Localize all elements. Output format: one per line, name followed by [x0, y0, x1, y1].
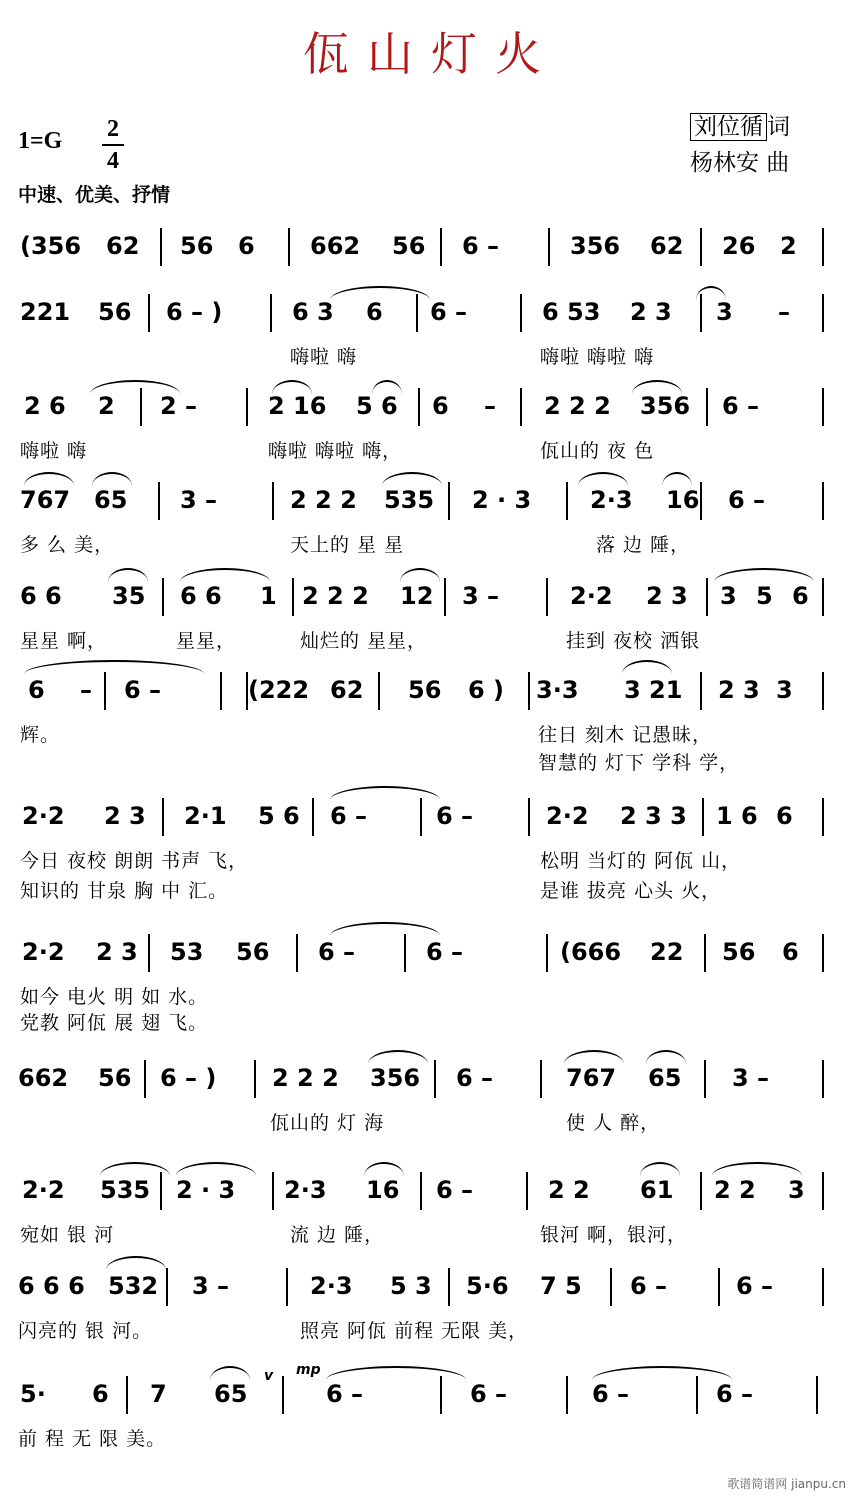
bar-line — [822, 578, 824, 616]
slur — [92, 472, 132, 486]
note-group: 6 – — [318, 938, 356, 966]
note-group: 2 3 3 — [620, 802, 687, 830]
lyric-line: 天上的 星 星 — [290, 534, 405, 556]
bar-line — [822, 1172, 824, 1210]
note-group: 3 — [720, 582, 737, 610]
lyric-line: 佤山的 夜 色 — [540, 440, 655, 462]
bar-line — [444, 578, 446, 616]
note-group: 6 ) — [468, 676, 505, 704]
note-group: 2·2 — [22, 802, 65, 830]
bar-line — [816, 1376, 818, 1414]
note-group: 2 3 — [646, 582, 688, 610]
note-group: 56 — [236, 938, 270, 966]
bar-line — [822, 482, 824, 520]
lyric-line-verse2: 是谁 拔亮 心头 火， — [540, 880, 722, 902]
note-group: 2·2 — [570, 582, 613, 610]
note-group: 53 — [170, 938, 204, 966]
bar-line — [704, 1060, 706, 1098]
note-group: 2 3 — [96, 938, 138, 966]
note-group: 221 — [20, 298, 71, 326]
bar-line — [160, 1172, 162, 1210]
lyric-line: 星星 啊， — [20, 630, 108, 652]
note-group: 2 2 2 — [544, 392, 611, 420]
lyric-line-verse2: 党教 阿佤 展 翅 飞。 — [20, 1012, 209, 1034]
bar-line — [706, 388, 708, 426]
lyric-line: 今日 夜校 朗朗 书声 飞， — [20, 850, 249, 872]
note-group: 1 — [260, 582, 277, 610]
note-group: 6 — [28, 676, 45, 704]
bar-line — [420, 1172, 422, 1210]
lyric-line: 多 么 美， — [20, 534, 115, 556]
bar-line — [126, 1376, 128, 1414]
note-group: 6 – — [470, 1380, 508, 1408]
lyric-line: 挂到 夜校 洒银 — [566, 630, 701, 652]
note-group: 2·2 — [22, 938, 65, 966]
note-group: 22 — [650, 938, 684, 966]
note-group: 56 — [98, 1064, 132, 1092]
lyric-line: 宛如 银 河 — [20, 1224, 115, 1246]
note-group: 3 – — [462, 582, 500, 610]
note-group: 5 3 — [390, 1272, 432, 1300]
slur — [632, 380, 682, 394]
note-group: – — [484, 392, 496, 420]
note-group: 35 — [112, 582, 146, 610]
bar-line — [540, 1060, 542, 1098]
note-group: 65 — [214, 1380, 248, 1408]
note-group: 2 · 3 — [176, 1176, 236, 1204]
note-group: 62 — [106, 232, 140, 260]
lyric-line: 前 程 无 限 美。 — [18, 1428, 167, 1450]
bar-line — [822, 228, 824, 266]
lyric-line: 如今 电火 明 如 水。 — [20, 986, 209, 1008]
note-group: 6 — [776, 802, 793, 830]
dynamic-mark: mp — [296, 1362, 321, 1378]
bar-line — [448, 482, 450, 520]
bar-line — [822, 294, 824, 332]
bar-line — [822, 388, 824, 426]
bar-line — [378, 672, 380, 710]
note-group: 3 — [716, 298, 733, 326]
bar-line — [700, 672, 702, 710]
bar-line — [546, 934, 548, 972]
note-group: 65 — [648, 1064, 682, 1092]
note-group: 56 — [722, 938, 756, 966]
note-group: 6 – — [430, 298, 468, 326]
bar-line — [440, 228, 442, 266]
lyricist-name: 刘位循 — [690, 113, 767, 141]
lyric-line: 灿烂的 星星， — [300, 630, 428, 652]
note-group: (222 — [248, 676, 310, 704]
bar-line — [702, 798, 704, 836]
note-group: 1 6 — [716, 802, 758, 830]
key-signature: 1=G — [18, 128, 63, 154]
lyric-line: 嗨啦 嗨啦 嗨， — [268, 440, 403, 462]
note-group: 2 3 — [718, 676, 760, 704]
note-group: 6 6 6 — [18, 1272, 85, 1300]
note-group: 2 – — [160, 392, 198, 420]
bar-line — [700, 1172, 702, 1210]
slur — [24, 472, 74, 486]
lyric-line: 银河 啊，银河， — [540, 1224, 688, 1246]
slur — [100, 1162, 170, 1176]
lyric-line: 嗨啦 嗨啦 嗨 — [540, 346, 655, 368]
bar-line — [162, 578, 164, 616]
note-group: 662 — [18, 1064, 69, 1092]
bar-line — [566, 482, 568, 520]
breath-mark: ⅴ — [264, 1368, 274, 1384]
bar-line — [270, 294, 272, 332]
note-group: 2 2 2 — [272, 1064, 339, 1092]
lyric-line: 松明 当灯的 阿佤 山， — [540, 850, 742, 872]
bar-line — [254, 1060, 256, 1098]
note-group: 61 — [640, 1176, 674, 1204]
note-group: 356 — [640, 392, 691, 420]
note-group: 6 – — [436, 802, 474, 830]
bar-line — [272, 482, 274, 520]
note-group: 532 — [108, 1272, 159, 1300]
slur — [714, 568, 814, 582]
lyric-line: 辉。 — [20, 724, 61, 746]
slur — [578, 472, 628, 486]
tempo-marking: 中速、优美、抒情 — [18, 184, 171, 206]
note-group: 3 — [788, 1176, 805, 1204]
note-group: 65 — [94, 486, 128, 514]
bar-line — [148, 934, 150, 972]
bar-line — [282, 1376, 284, 1414]
bar-line — [520, 294, 522, 332]
bar-line — [548, 228, 550, 266]
note-group: 6 – ) — [160, 1064, 217, 1092]
note-group: (356 — [20, 232, 82, 260]
bar-line — [822, 1268, 824, 1306]
note-group: 2 3 — [630, 298, 672, 326]
note-group: 26 — [722, 232, 756, 260]
note-group: 6 – — [326, 1380, 364, 1408]
lyric-line: 落 边 陲， — [596, 534, 691, 556]
bar-line — [610, 1268, 612, 1306]
note-group: 6 – — [592, 1380, 630, 1408]
lyric-line: 流 边 陲， — [290, 1224, 385, 1246]
time-numerator: 2 — [107, 116, 119, 142]
bar-line — [704, 934, 706, 972]
slur — [564, 1050, 624, 1064]
note-group: 2 6 — [24, 392, 66, 420]
note-group: 3 21 — [624, 676, 683, 704]
lyric-line: 嗨啦 嗨 — [20, 440, 88, 462]
lyricist-role: 词 — [767, 114, 790, 140]
bar-line — [148, 294, 150, 332]
note-group: 6 – — [722, 392, 760, 420]
slur — [646, 1050, 686, 1064]
bar-line — [546, 578, 548, 616]
site-watermark: 歌谱简谱网 jianpu.cn — [727, 1477, 846, 1491]
bar-line — [246, 672, 248, 710]
note-group: 767 — [20, 486, 71, 514]
note-group: 6 53 — [542, 298, 601, 326]
bar-line — [166, 1268, 168, 1306]
bar-line — [700, 482, 702, 520]
bar-line — [296, 934, 298, 972]
note-group: 2 16 — [268, 392, 327, 420]
note-group: 6 – — [124, 676, 162, 704]
note-group: 2 — [98, 392, 115, 420]
bar-line — [822, 672, 824, 710]
bar-line — [162, 798, 164, 836]
slur — [382, 472, 442, 486]
bar-line — [448, 1268, 450, 1306]
lyric-line: 佤山的 灯 海 — [270, 1112, 385, 1134]
lyric-line: 往日 刻木 记愚昧， — [538, 724, 713, 746]
slur — [24, 660, 204, 674]
bar-line — [272, 1172, 274, 1210]
bar-line — [220, 672, 222, 710]
slur — [108, 568, 148, 582]
slur — [326, 1366, 466, 1380]
note-group: 3 – — [180, 486, 218, 514]
note-group: 5 6 — [356, 392, 398, 420]
bar-line — [718, 1268, 720, 1306]
note-group: 2·3 — [310, 1272, 353, 1300]
slur — [592, 1366, 732, 1380]
bar-line — [312, 798, 314, 836]
note-group: 5 — [756, 582, 773, 610]
note-group: 2 2 2 — [290, 486, 357, 514]
lyricist-credit — [690, 108, 790, 141]
note-group: 2·3 — [284, 1176, 327, 1204]
composer-credit: 杨林安 曲 — [690, 150, 790, 176]
slur — [368, 1050, 428, 1064]
slur — [176, 1162, 256, 1176]
note-group: 6 – — [426, 938, 464, 966]
note-group: 6 – — [716, 1380, 754, 1408]
bar-line — [706, 578, 708, 616]
slur — [330, 786, 440, 800]
bar-line — [440, 1376, 442, 1414]
note-group: 6 – — [436, 1176, 474, 1204]
note-group: 56 — [392, 232, 426, 260]
slur — [330, 286, 430, 300]
note-group: 56 — [180, 232, 214, 260]
note-group: 2 2 — [548, 1176, 590, 1204]
slur — [330, 922, 440, 936]
lyric-line: 星星， — [176, 630, 237, 652]
note-group: 2·2 — [546, 802, 589, 830]
slur — [696, 286, 726, 300]
lyric-line-verse2: 知识的 甘泉 胸 中 汇。 — [20, 880, 229, 902]
bar-line — [288, 228, 290, 266]
bar-line — [418, 388, 420, 426]
bar-line — [158, 482, 160, 520]
slur — [210, 1366, 250, 1380]
note-group: 6 – — [736, 1272, 774, 1300]
note-group: 3 — [776, 676, 793, 704]
lyric-line: 闪亮的 银 河。 — [18, 1320, 153, 1342]
note-group: – — [80, 676, 92, 704]
note-group: 7 5 — [540, 1272, 582, 1300]
note-group: 6 – — [462, 232, 500, 260]
slur — [272, 380, 312, 394]
note-group: 7 — [150, 1380, 167, 1408]
bar-line — [528, 798, 530, 836]
note-group: 662 — [310, 232, 361, 260]
note-group: 6 — [92, 1380, 109, 1408]
slur — [712, 1162, 802, 1176]
note-group: 2·3 — [590, 486, 633, 514]
note-group: 56 — [408, 676, 442, 704]
note-group: 2 — [780, 232, 797, 260]
song-title: 佤山灯火 — [303, 27, 559, 81]
slur — [400, 568, 440, 582]
note-group: 356 — [370, 1064, 421, 1092]
note-group: 6 – — [330, 802, 368, 830]
bar-line — [520, 388, 522, 426]
note-group: 3·3 — [536, 676, 579, 704]
bar-line — [434, 1060, 436, 1098]
note-group: 6 — [238, 232, 255, 260]
note-group: 12 — [400, 582, 434, 610]
note-group: 6 – — [728, 486, 766, 514]
note-group: 2 3 — [104, 802, 146, 830]
bar-line — [404, 934, 406, 972]
note-group: 16 — [666, 486, 700, 514]
note-group: 6 — [432, 392, 449, 420]
slur — [106, 1256, 166, 1270]
note-group: 6 6 — [180, 582, 222, 610]
note-group: 62 — [650, 232, 684, 260]
bar-line — [160, 228, 162, 266]
note-group: 5· — [20, 1380, 46, 1408]
note-group: 356 — [570, 232, 621, 260]
note-group: 6 – — [456, 1064, 494, 1092]
note-group: 767 — [566, 1064, 617, 1092]
lyric-line: 照亮 阿佤 前程 无限 美， — [300, 1320, 529, 1342]
slur — [622, 660, 672, 674]
note-group: 6 3 — [292, 298, 334, 326]
slur — [90, 380, 180, 394]
note-group: 6 – — [630, 1272, 668, 1300]
note-group: 6 — [792, 582, 809, 610]
bar-line — [292, 578, 294, 616]
note-group: 5 6 — [258, 802, 300, 830]
note-group: 6 6 — [20, 582, 62, 610]
slur — [180, 568, 270, 582]
note-group: 535 — [384, 486, 435, 514]
bar-line — [528, 672, 530, 710]
lyric-line-verse2: 智慧的 灯下 学科 学， — [538, 752, 740, 774]
note-group: 2 · 3 — [472, 486, 532, 514]
note-group: 6 – ) — [166, 298, 223, 326]
lyric-line: 使 人 醉， — [566, 1112, 661, 1134]
note-group: 535 — [100, 1176, 151, 1204]
note-group: 62 — [330, 676, 364, 704]
note-group: 3 – — [192, 1272, 230, 1300]
bar-line — [526, 1172, 528, 1210]
note-group: 6 — [366, 298, 383, 326]
note-group: 5·6 — [466, 1272, 509, 1300]
time-denominator: 4 — [107, 148, 119, 174]
note-group: 2·2 — [22, 1176, 65, 1204]
note-group: (666 — [560, 938, 622, 966]
note-group: 2 2 — [714, 1176, 756, 1204]
bar-line — [822, 798, 824, 836]
slur — [662, 472, 692, 486]
bar-line — [566, 1376, 568, 1414]
bar-line — [700, 228, 702, 266]
note-group: – — [778, 298, 790, 326]
slur — [640, 1162, 680, 1176]
slur — [372, 380, 402, 394]
bar-line — [104, 672, 106, 710]
note-group: 56 — [98, 298, 132, 326]
bar-line — [286, 1268, 288, 1306]
bar-line — [420, 798, 422, 836]
slur — [364, 1162, 404, 1176]
time-signature — [100, 114, 126, 176]
bar-line — [696, 1376, 698, 1414]
bar-line — [822, 934, 824, 972]
bar-line — [246, 388, 248, 426]
bar-line — [822, 1060, 824, 1098]
note-group: 2 2 2 — [302, 582, 369, 610]
note-group: 2·1 — [184, 802, 227, 830]
note-group: 3 – — [732, 1064, 770, 1092]
note-group: 6 — [782, 938, 799, 966]
lyric-line: 嗨啦 嗨 — [290, 346, 358, 368]
bar-line — [144, 1060, 146, 1098]
note-group: 16 — [366, 1176, 400, 1204]
